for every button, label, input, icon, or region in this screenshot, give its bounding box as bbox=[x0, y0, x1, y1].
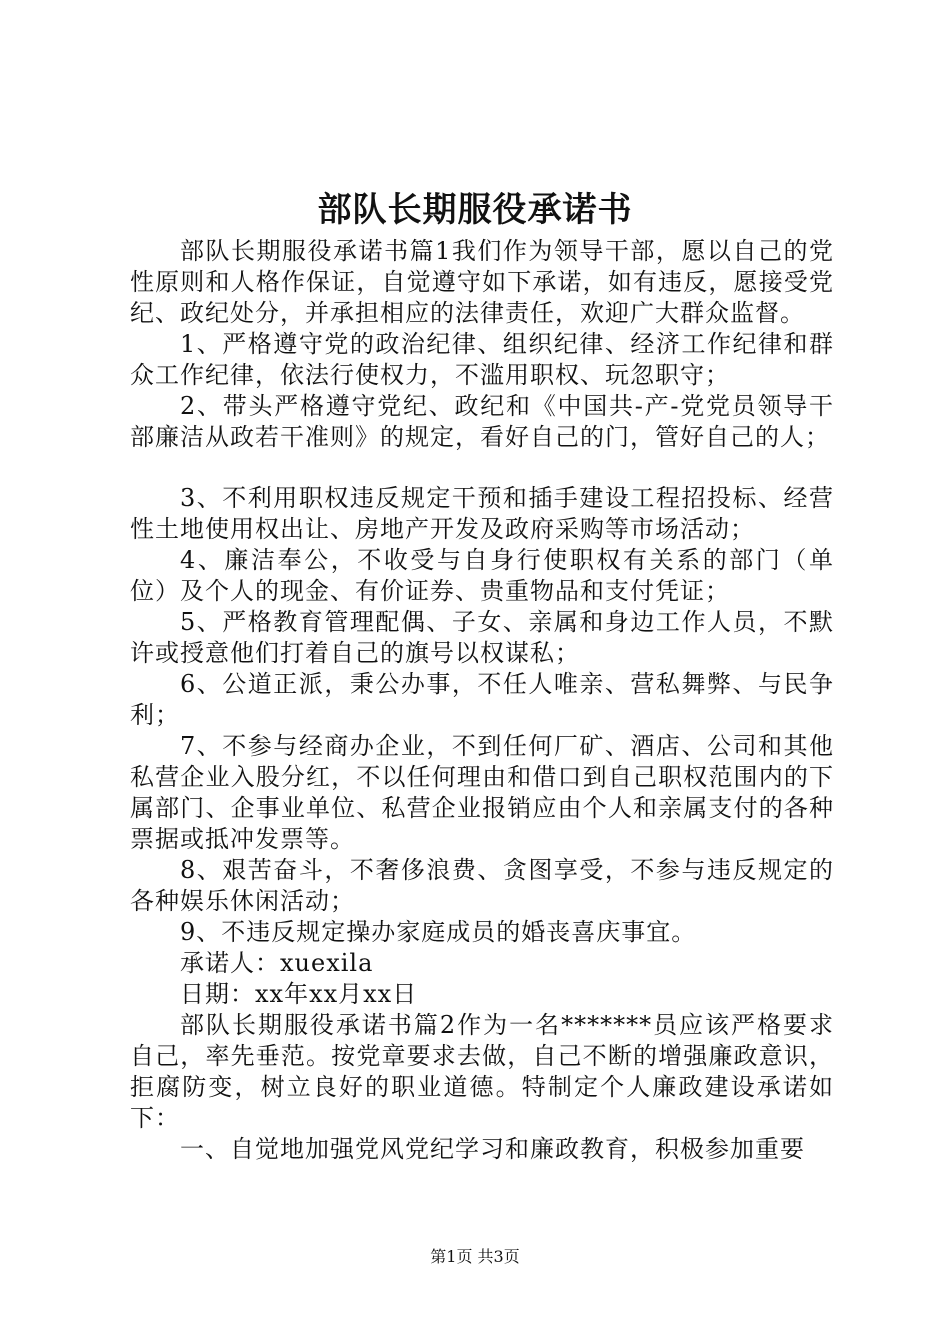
paragraph-item-7: 7、不参与经商办企业，不到任何厂矿、酒店、公司和其他私营企业入股分红，不以任何理由和借口到自己职权范围内的下属部门、企事业单位、私营企业报销应由个人和亲属支付的各种票据或抵冲发票等。 bbox=[130, 732, 834, 853]
date-line: 日期：xx年xx月xx日 bbox=[180, 980, 418, 1008]
document-title: 部队长期服役承诺书 bbox=[317, 190, 633, 230]
paragraph-item-3: 3、不利用职权违反规定干预和插手建设工程招投标、经营性土地使用权出让、房地产开发及政府采购等市场活动； bbox=[130, 484, 834, 543]
paragraph-item-1: 1、严格遵守党的政治纪律、组织纪律、经济工作纪律和群众工作纪律，依法行使权力，不滥用职权、玩忽职守； bbox=[130, 330, 834, 389]
paragraph-item-8: 8、艰苦奋斗，不奢侈浪费、贪图享受，不参与违反规定的各种娱乐休闲活动； bbox=[130, 856, 834, 915]
paragraph-item-6: 6、公道正派，秉公办事，不任人唯亲、营私舞弊、与民争利； bbox=[130, 670, 834, 729]
paragraph-item-5: 5、严格教育管理配偶、子女、亲属和身边工作人员，不默许或授意他们打着自己的旗号以权谋私； bbox=[130, 608, 834, 667]
signatory-line: 承诺人：xuexila bbox=[180, 949, 374, 977]
paragraph-intro: 部队长期服役承诺书篇1我们作为领导干部，愿以自己的党性原则和人格作保证，自觉遵守如下承诺，如有违反，愿接受党纪、政纪处分，并承担相应的法律责任，欢迎广大群众监督。 bbox=[130, 237, 834, 327]
paragraph-item-2: 2、带头严格遵守党纪、政纪和《中国共-产-党党员领导干部廉洁从政若干准则》的规定，看好自己的门，管好自己的人； bbox=[130, 392, 834, 451]
document-body bbox=[130, 236, 834, 1165]
page-footer: 第1页 共3页 bbox=[430, 1247, 520, 1266]
paragraph-item-4: 4、廉洁奉公，不收受与自身行使职权有关系的部门（单位）及个人的现金、有价证券、贵重物品和支付凭证； bbox=[130, 546, 834, 605]
paragraph-part-2-intro: 部队长期服役承诺书篇2作为一名*******员应该严格要求自己，率先垂范。按党章要求去做，自己不断的增强廉政意识，拒腐防变，树立良好的职业道德。特制定个人廉政建设承诺如下： bbox=[130, 1011, 834, 1132]
paragraph-item-9: 9、不违反规定操办家庭成员的婚丧喜庆事宜。 bbox=[180, 918, 697, 946]
paragraph-part-2-item-1: 一、自觉地加强党风党纪学习和廉政教育，积极参加重要 bbox=[180, 1135, 805, 1163]
